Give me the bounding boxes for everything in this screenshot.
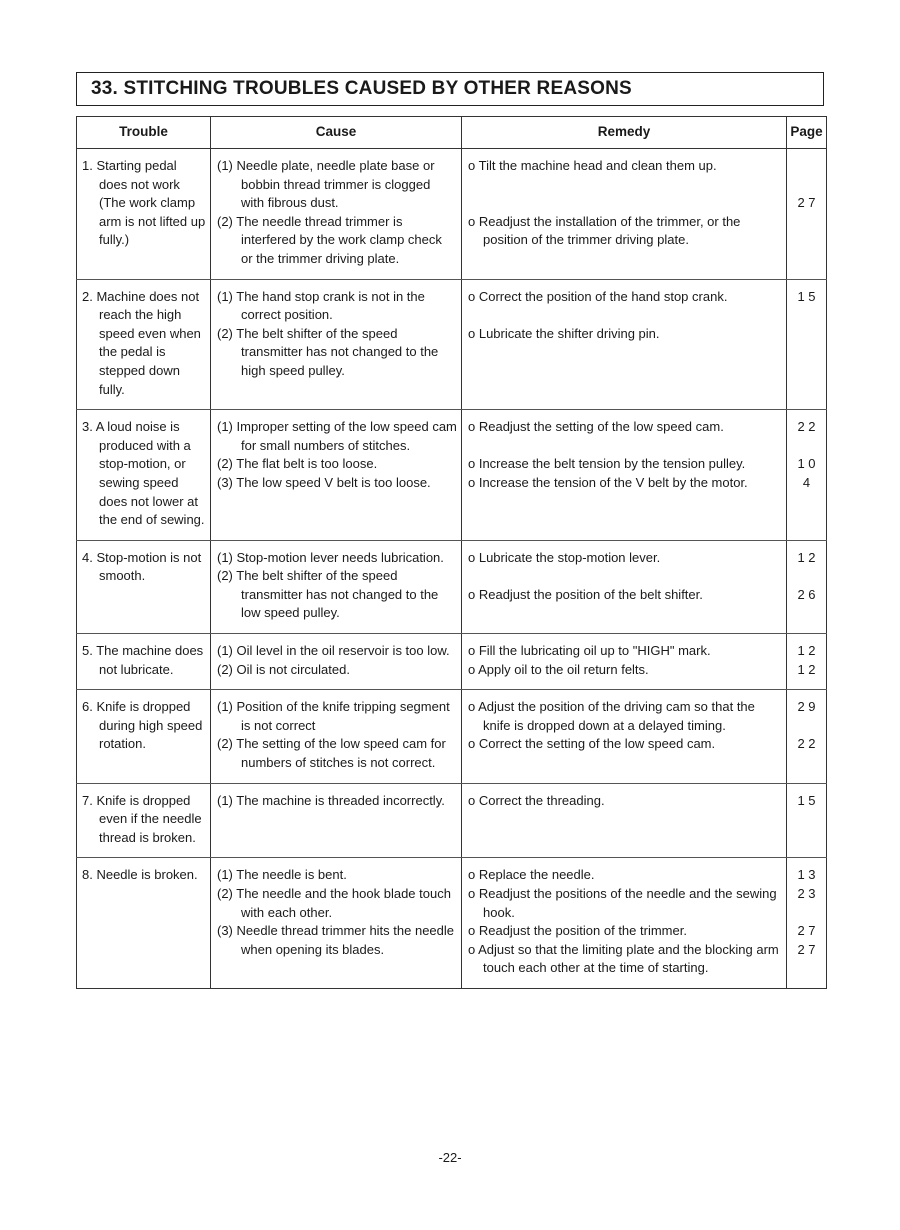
cause-cell	[211, 783, 462, 858]
remedy-item: o Lubricate the stop-motion lever.	[468, 549, 661, 565]
header-remedy: Remedy	[462, 117, 787, 149]
remedy-cell	[462, 279, 787, 410]
remedy-cell	[462, 540, 787, 633]
remedy-item: o Adjust the position of the driving cam so that the knife is dropped down at a delayed timing.	[468, 699, 755, 733]
remedy-item: o Lubricate the shifter driving pin.	[468, 325, 660, 341]
page-cell	[787, 783, 827, 858]
page-ref: 1 2	[797, 661, 816, 677]
page-ref: 2 7	[797, 923, 816, 939]
table-row	[77, 690, 827, 783]
page-ref: 1 5	[797, 288, 816, 304]
remedy-item: o Increase the belt tension by the tension pulley.	[468, 456, 746, 472]
cause-item: (1) The needle is bent.	[217, 867, 347, 883]
page-ref: 2 3	[797, 886, 816, 901]
cause-cell	[211, 410, 462, 541]
remedy-cell	[462, 858, 787, 989]
trouble-cell: 6. Knife is dropped during high speed rotation.	[77, 690, 211, 783]
header-cause: Cause	[211, 117, 462, 149]
page-ref: 1 2	[797, 643, 816, 659]
remedy-item: o Replace the needle.	[468, 867, 595, 883]
cause-item: (2) The belt shifter of the speed transmitter has not changed to the low speed pulley.	[217, 568, 439, 621]
remedy-item: o Correct the setting of the low speed cam.	[468, 736, 716, 752]
cause-item: (1) The hand stop crank is not in the correct position.	[217, 288, 425, 323]
trouble-cell: 1. Starting pedal does not work (The work clamp arm is not lifted up fully.)	[77, 149, 211, 280]
remedy-item: o Apply oil to the oil return felts.	[468, 661, 649, 677]
page-ref: 2 7	[797, 941, 816, 957]
trouble-cell: 7. Knife is dropped even if the needle thread is broken.	[77, 783, 211, 858]
table-row	[77, 410, 827, 541]
cause-item: (2) The needle and the hook blade touch with each other.	[217, 886, 451, 920]
table-row	[77, 540, 827, 633]
page-ref: 1 0	[797, 456, 816, 472]
page-ref: 2 6	[797, 586, 816, 602]
remedy-item: o Readjust the positions of the needle and the sewing hook.	[468, 886, 777, 920]
page-ref: 2 2	[797, 419, 816, 435]
trouble-cell: 5. The machine does not lubricate.	[77, 634, 211, 690]
cause-item: (2) The flat belt is too loose.	[217, 456, 378, 472]
troubleshooting-table	[76, 116, 827, 989]
page-cell	[787, 858, 827, 989]
page-ref: 1 5	[797, 792, 816, 808]
remedy-item: o Correct the threading.	[468, 792, 605, 808]
cause-cell	[211, 540, 462, 633]
remedy-item: o Correct the position of the hand stop crank.	[468, 288, 728, 304]
table-row	[77, 634, 827, 690]
remedy-cell	[462, 783, 787, 858]
cause-item: (2) The needle thread trimmer is interfered by the work clamp check or the trimmer driving plate.	[217, 213, 442, 266]
section-title-box	[76, 72, 824, 106]
cause-item: (1) Needle plate, needle plate base or bobbin thread trimmer is clogged with fibrous dust.	[217, 158, 435, 211]
page-ref: 2 2	[797, 736, 816, 752]
remedy-item: o Tilt the machine head and clean them up.	[468, 158, 717, 173]
cause-item: (1) Position of the knife tripping segment is not correct	[217, 699, 450, 733]
page-cell	[787, 540, 827, 633]
trouble-cell: 3. A loud noise is produced with a stop-motion, or sewing speed does not lower at the end of sewing.	[77, 410, 211, 541]
cause-item: (2) Oil is not circulated.	[217, 661, 350, 677]
cause-cell	[211, 690, 462, 783]
page-cell	[787, 690, 827, 783]
page-number: -22-	[438, 1150, 462, 1165]
table-row	[77, 149, 827, 280]
remedy-item: o Readjust the setting of the low speed cam.	[468, 419, 724, 435]
cause-item: (1) Improper setting of the low speed cam for small numbers of stitches.	[217, 419, 457, 453]
table-row	[77, 858, 827, 989]
page-ref: 1 3	[797, 867, 816, 883]
cause-item: (3) Needle thread trimmer hits the needle when opening its blades.	[217, 923, 455, 957]
cause-cell	[211, 858, 462, 989]
page-cell	[787, 149, 827, 280]
page-ref: 1 2	[797, 549, 816, 565]
table-row	[77, 783, 827, 858]
remedy-cell	[462, 149, 787, 280]
cause-cell	[211, 149, 462, 280]
remedy-item: o Fill the lubricating oil up to "HIGH" mark.	[468, 643, 711, 659]
remedy-cell	[462, 690, 787, 783]
remedy-item: o Adjust so that the limiting plate and the blocking arm touch each other at the time of starting.	[468, 941, 779, 976]
page-cell	[787, 279, 827, 410]
page-cell	[787, 634, 827, 690]
header-page: Page	[787, 117, 827, 149]
trouble-cell: 2. Machine does not reach the high speed even when the pedal is stepped down fully.	[77, 279, 211, 410]
remedy-item: o Increase the tension of the V belt by the motor.	[468, 474, 748, 490]
cause-item: (2) The belt shifter of the speed transmitter has not changed to the high speed pulley.	[217, 325, 439, 378]
cause-cell	[211, 634, 462, 690]
remedy-cell	[462, 634, 787, 690]
table-header-row	[77, 117, 827, 149]
trouble-cell: 4. Stop-motion is not smooth.	[77, 540, 211, 633]
remedy-cell	[462, 410, 787, 541]
cause-item: (3) The low speed V belt is too loose.	[217, 474, 431, 490]
page-ref: 4	[802, 474, 811, 490]
cause-cell	[211, 279, 462, 410]
cause-item: (1) Oil level in the oil reservoir is too low.	[217, 643, 450, 659]
remedy-item: o Readjust the installation of the trimmer, or the position of the trimmer driving plate.	[468, 213, 741, 248]
table-row	[77, 279, 827, 410]
page-ref: 2 7	[797, 195, 816, 211]
remedy-item: o Readjust the position of the belt shifter.	[468, 586, 703, 602]
page-ref: 2 9	[797, 699, 816, 715]
cause-item: (2) The setting of the low speed cam for numbers of stitches is not correct.	[217, 736, 446, 771]
cause-item: (1) The machine is threaded incorrectly.	[217, 792, 445, 808]
trouble-cell: 8. Needle is broken.	[77, 858, 211, 989]
header-trouble: Trouble	[77, 117, 211, 149]
remedy-item: o Readjust the position of the trimmer.	[468, 923, 687, 939]
cause-item: (1) Stop-motion lever needs lubrication.	[217, 549, 444, 565]
section-title: 33. STITCHING TROUBLES CAUSED BY OTHER REASONS	[91, 78, 632, 99]
page-cell	[787, 410, 827, 541]
